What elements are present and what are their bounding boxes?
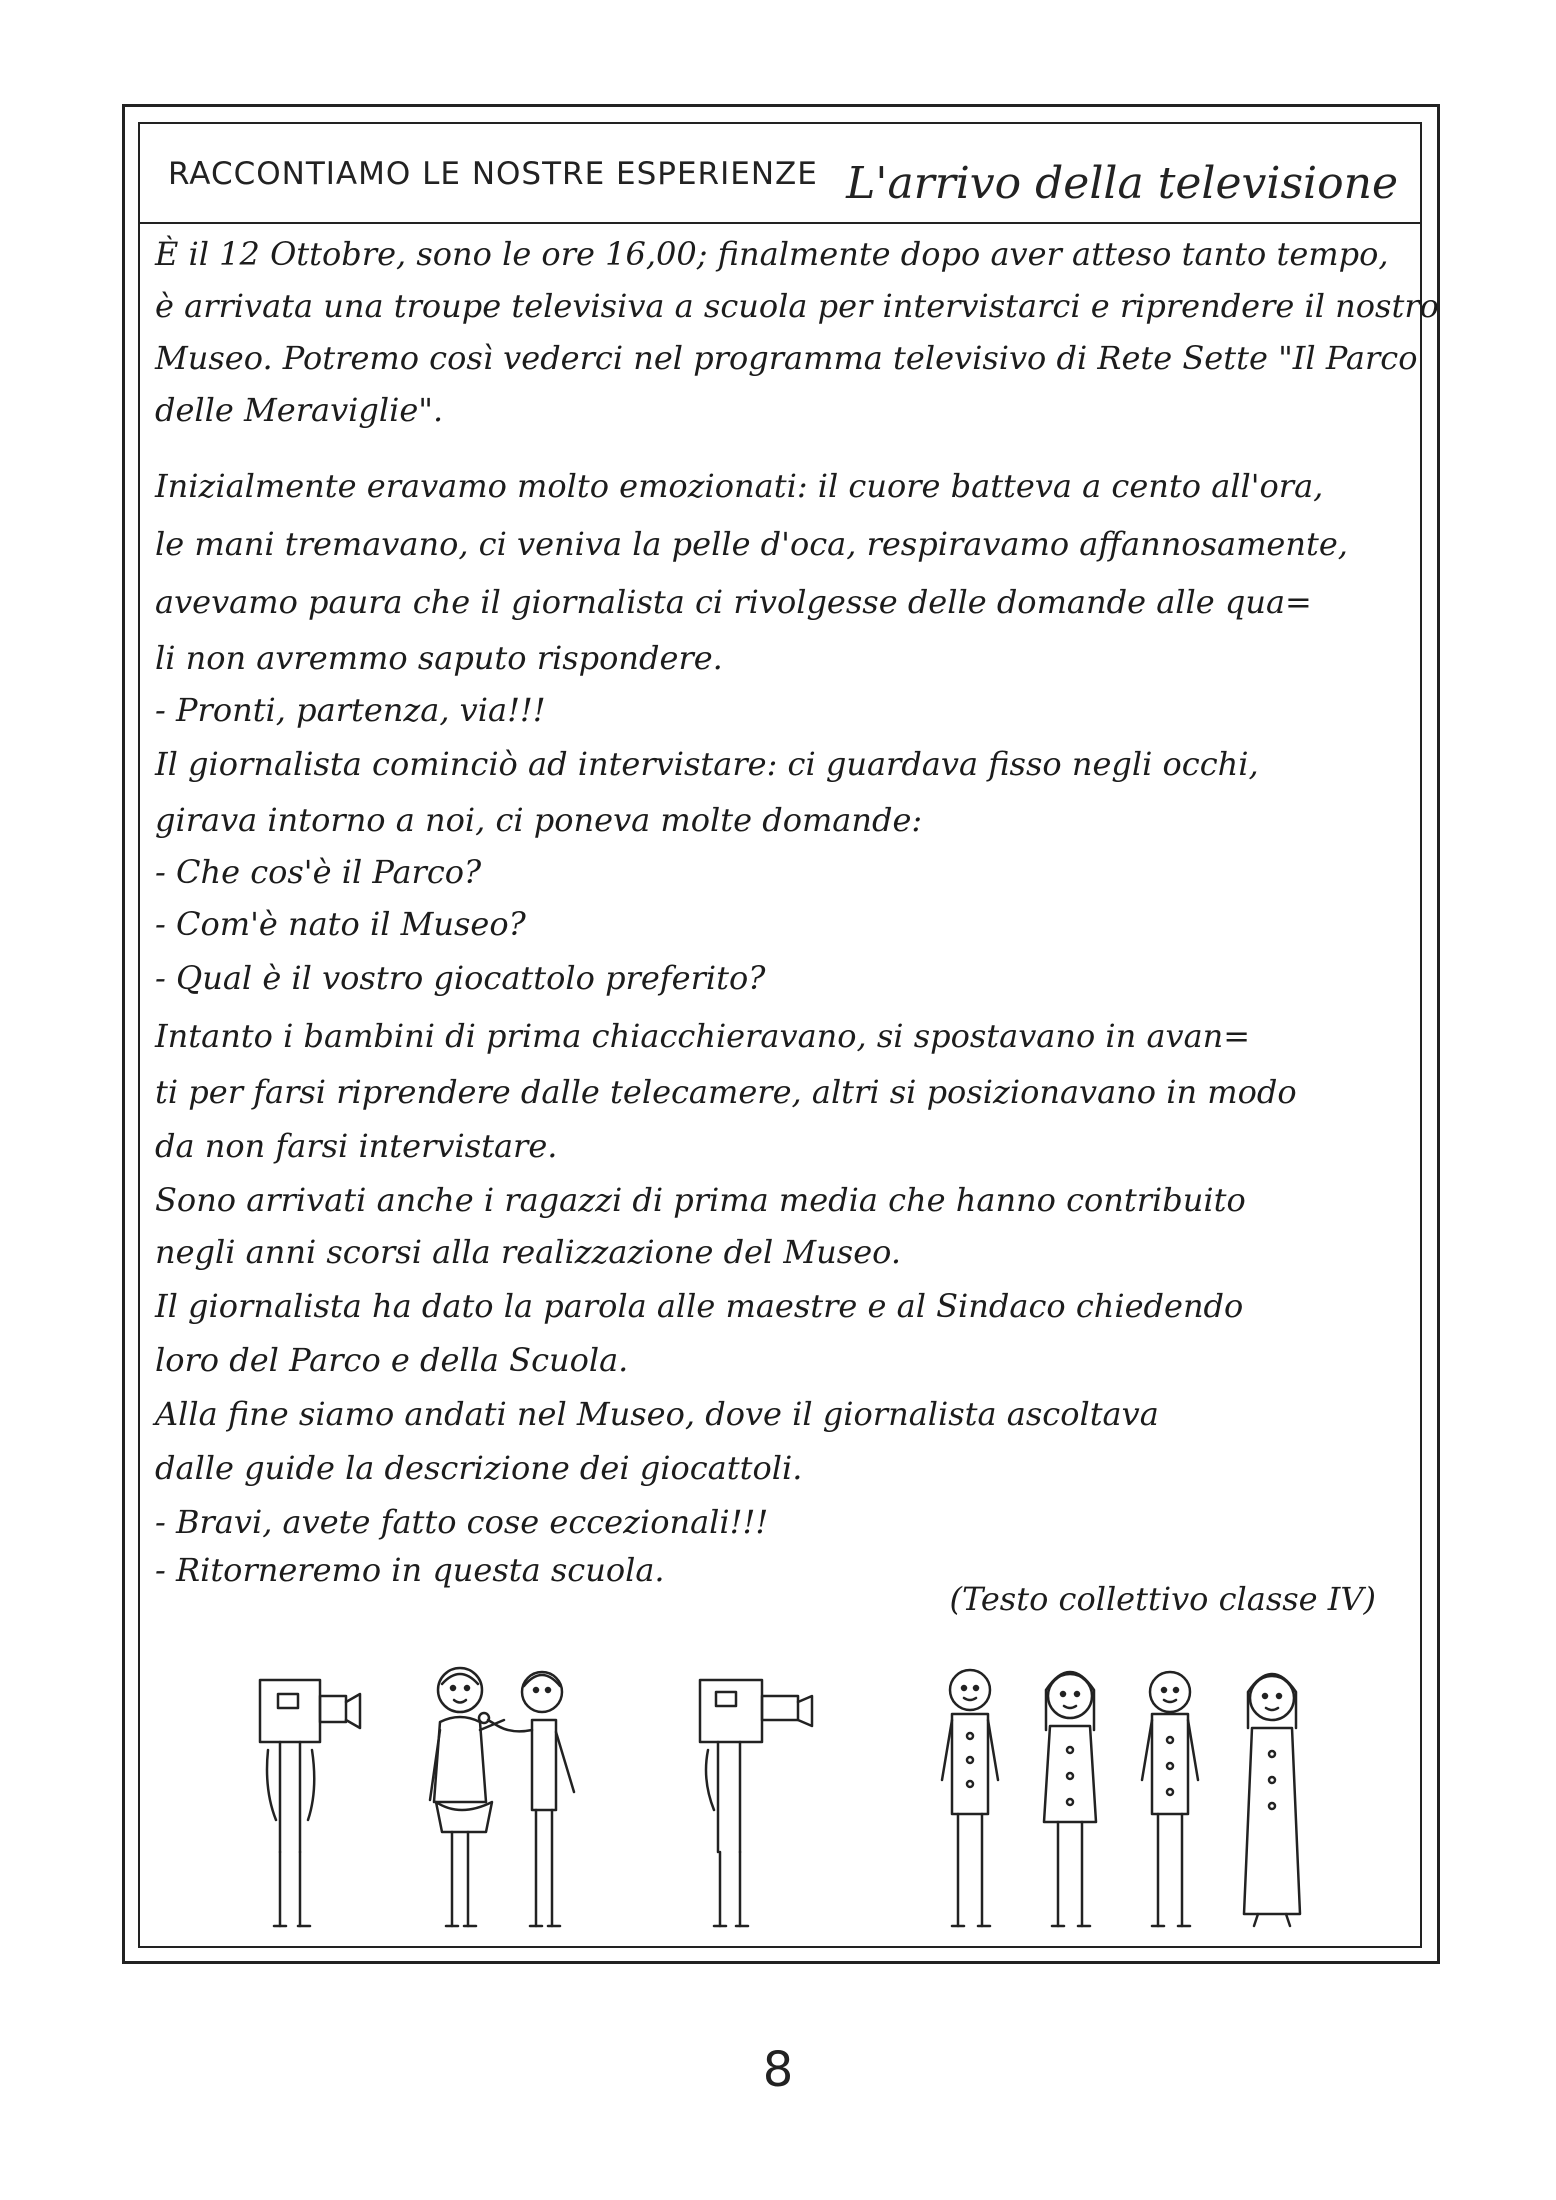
text-line: li non avremmo saputo rispondere. — [155, 639, 723, 677]
header-bar — [140, 124, 1420, 224]
page-number: 8 — [762, 2042, 794, 2098]
text-line: girava intorno a noi, ci poneva molte domande: — [155, 801, 923, 839]
text-line: Il giornalista cominciò ad intervistare: ci guardava fisso negli occhi, — [155, 745, 1259, 783]
text-line: Alla fine siamo andati nel Museo, dove il giornalista ascoltava — [155, 1395, 1159, 1433]
text-line: negli anni scorsi alla realizzazione del Museo. — [155, 1233, 901, 1271]
girl-figure — [430, 1668, 504, 1926]
child-figure — [1044, 1672, 1096, 1926]
text-line: avevamo paura che il giornalista ci rivolgesse delle domande alle qua= — [155, 583, 1312, 621]
text-line: - Ritorneremo in questa scuola. — [155, 1551, 665, 1589]
text-line: - Pronti, partenza, via!!! — [155, 691, 546, 729]
text-line: da non farsi intervistare. — [155, 1127, 558, 1165]
text-line: loro del Parco e della Scuola. — [155, 1341, 629, 1379]
child-figure — [1244, 1674, 1300, 1926]
children-drawing — [140, 1640, 1420, 1946]
section-title: RACCONTIAMO LE NOSTRE ESPERIENZE — [168, 156, 818, 192]
article-title: L'arrivo della televisione — [846, 158, 1398, 209]
camera-operator-figure — [700, 1680, 812, 1926]
text-line: Sono arrivati anche i ragazzi di prima media che hanno contribuito — [155, 1181, 1246, 1219]
text-line: Museo. Potremo così vederci nel programma televisivo di Rete Sette "Il Parco — [155, 339, 1418, 377]
child-figure — [1142, 1672, 1198, 1926]
text-line: - Qual è il vostro giocattolo preferito? — [155, 959, 766, 997]
text-line: - Bravi, avete fatto cose eccezionali!!! — [155, 1503, 769, 1541]
text-line: Intanto i bambini di prima chiacchieravano, si spostavano in avan= — [155, 1017, 1251, 1055]
text-line: È il 12 Ottobre, sono le ore 16,00; finalmente dopo aver atteso tanto tempo, — [155, 235, 1389, 273]
text-line: ti per farsi riprendere dalle telecamere, altri si posizionavano in modo — [155, 1073, 1297, 1111]
text-line: Inizialmente eravamo molto emozionati: il cuore batteva a cento all'ora, — [155, 467, 1324, 505]
text-line: delle Meraviglie". — [155, 391, 444, 429]
text-line: - Che cos'è il Parco? — [155, 853, 482, 891]
text-line: dalle guide la descrizione dei giocattoli. — [155, 1449, 803, 1487]
camera-operator-figure — [260, 1680, 360, 1926]
text-line: - Com'è nato il Museo? — [155, 905, 526, 943]
signature: (Testo collettivo classe IV) — [949, 1580, 1376, 1618]
text-line: le mani tremavano, ci veniva la pelle d'oca, respiravamo affannosamente, — [155, 525, 1348, 563]
child-figure — [942, 1670, 998, 1926]
text-line: Il giornalista ha dato la parola alle maestre e al Sindaco chiedendo — [155, 1287, 1244, 1325]
journalist-figure — [479, 1672, 574, 1926]
text-line: è arrivata una troupe televisiva a scuola per intervistarci e riprendere il nostro — [155, 287, 1439, 325]
